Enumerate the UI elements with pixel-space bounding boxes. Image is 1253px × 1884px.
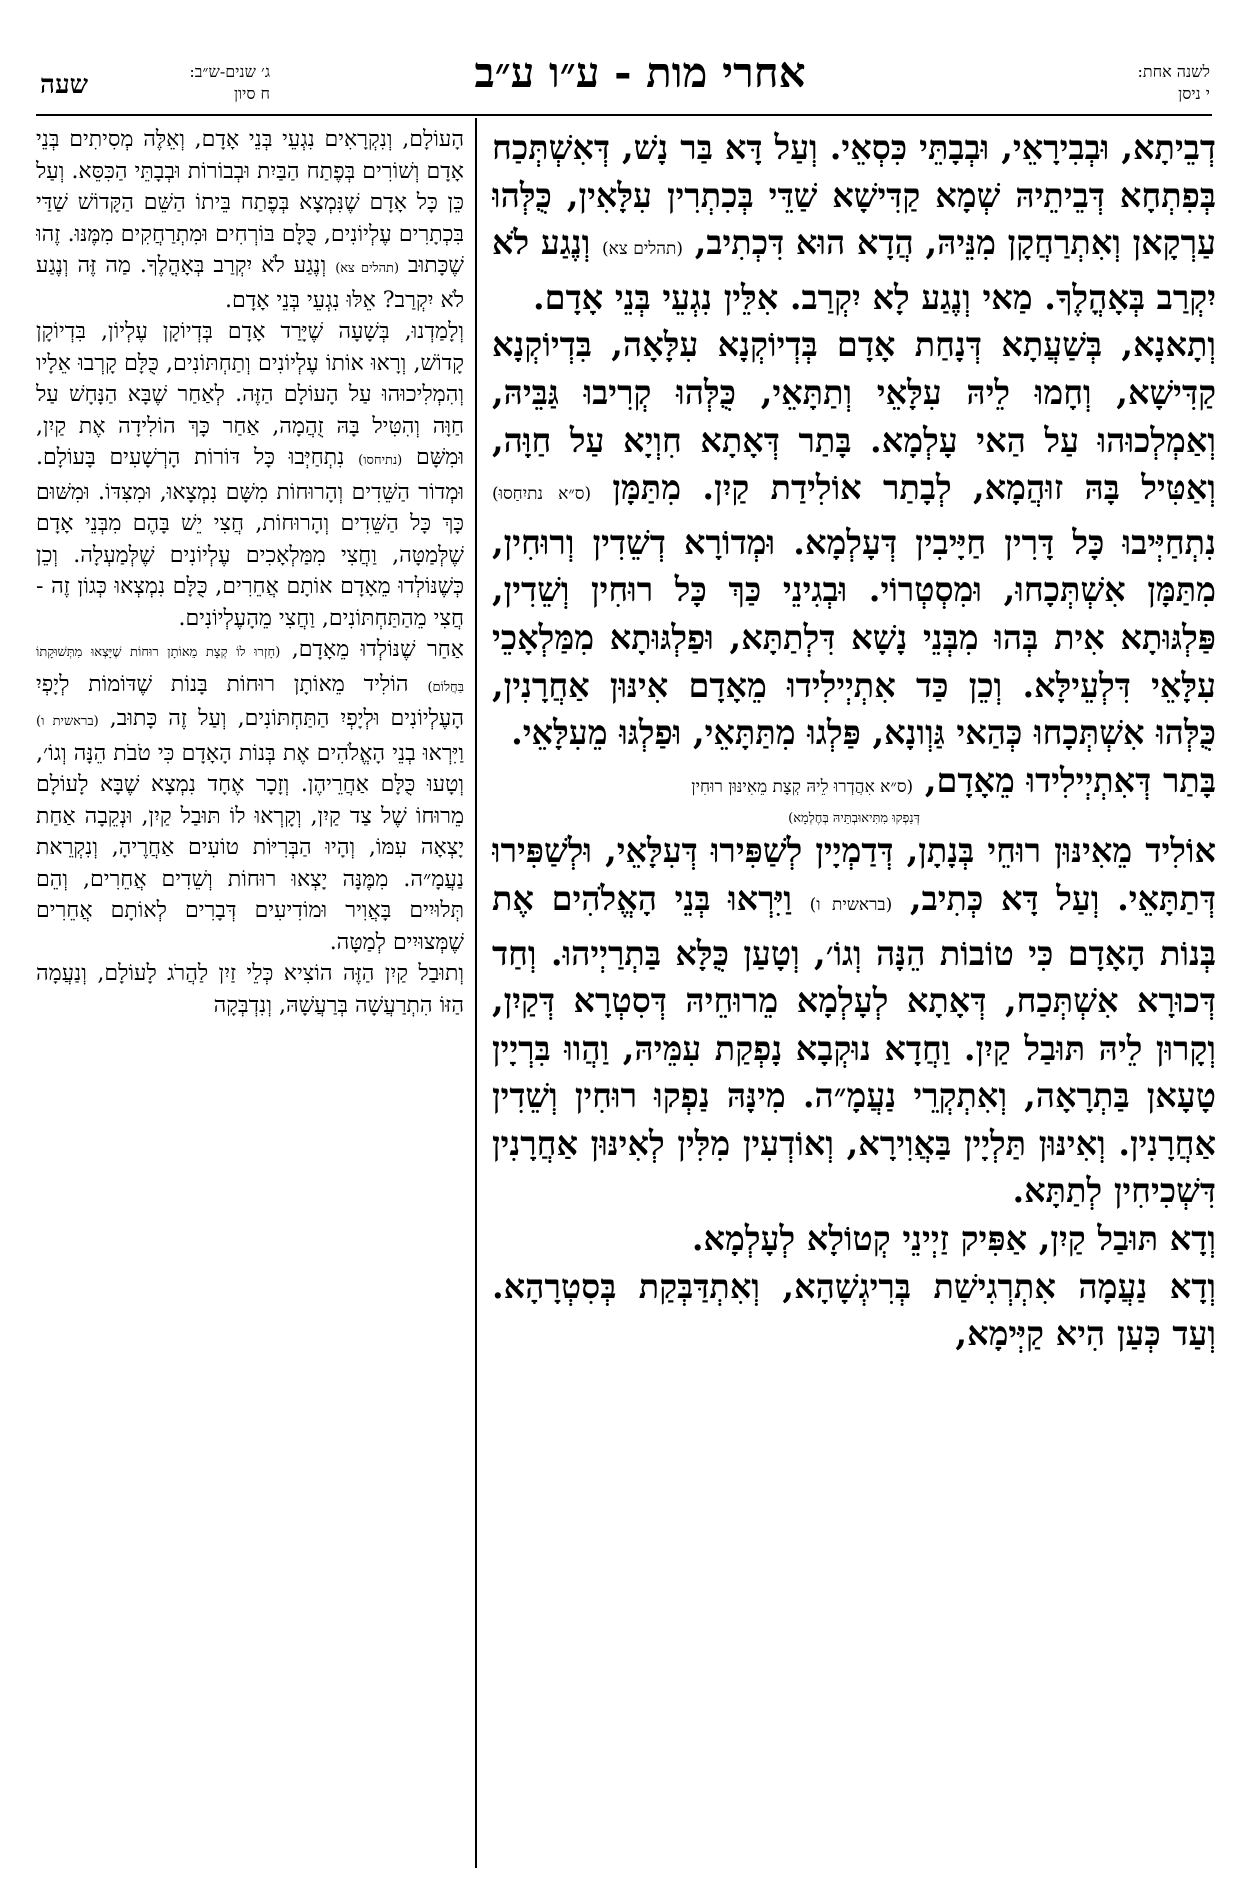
side-text: וַיִּרְאוּ בְנֵי הָאֱלֹהִים אֶת בְּנוֹת הָאָדָם כִּי טֹבֹת הֵנָּה וְגוֹ׳, וְטָעוּ כֻּלָּם אַחֲרֵיהֶן. וְזָכָר אֶחָד נִמְצָא שֶׁבָּא לָעוֹלָם מֵרוּחוֹ שֶׁל צַד קַיִן, וְקָרְאוּ לוֹ תּוּבַל קַיִן, וּנְקֵבָה אַחַת יָצְאָה עִמּוֹ, וְהָיוּ הַבְּרִיּוֹת טוֹעִים אַחֲרֶיהָ, וְנִקְרֵאת נַעֲמָ״ה. מִמֶּנָּה יָצְאוּ רוּחוֹת וְשֵׁדִים אֲחֵרִים, וְהֵם תְּלוּיִים בָּאֲוִיר וּמוֹדִיעִים דְּבָרִים לְאוֹתָם אֲחֵרִים שֶׁמְּצוּיִים לְמַטָּה. bbox=[36, 740, 464, 955]
side-paragraph bbox=[36, 316, 464, 634]
source-ref: (תהלים צא) bbox=[602, 239, 684, 260]
side-paragraph bbox=[36, 634, 464, 958]
side-paragraph bbox=[36, 124, 464, 316]
main-text: נִתְחַיְּיבוּ כָּל דָּרִין חַיָּיבִין דְּעָלְמָא. וּמְדוֹרָא דְשֵׁדִין וְרוּחִין, מִתַּמָּן אִשְׁתְּכָחוּ, וּמִסְטְרוֹי. וּבְגִינֵי כַּךְ כָּל רוּחִין וְשֵׁדִין, פַּלְגּוּתָא אִית בְּהוּ מִבְּנֵי נָשָׁא דִּלְתַתָּא, וּפַלְגּוּתָא מִמַּלְאָכֵי עִלָּאֵי דִּלְעֵילָּא. וְכֵן כַּד אִתְיְילִידוּ מֵאָדָם אִינּוּן אַחֲרָנִין, כֻּלְּהוּ אִשְׁתְּכָחוּ כְּהַאי גַּוְונָא, פַּלְגוּ מִתַּתָּאֵי, וּפַלְגּוּ מֵעִלָּאֵי. bbox=[492, 522, 1216, 753]
source-ref: (חָזְרוּ לוֹ קְצָת מֵאוֹתָן רוּחוֹת שֶׁיָּצְאוּ מִתְּשׁוּקָתוֹ בַּחֲלוֹם) bbox=[36, 645, 464, 695]
main-text: וְנֶגַע לֹא יִקְרַב בְּאָהֳלֶךָ. מַאי וְנֶגַע לָא יִקְרַב. אִלֵּין נִגְעֵי בְּנֵי אָדָם. bbox=[492, 223, 1216, 317]
inline-note: דְּנַפְקוּ מִתִּיאוּבְתֵּיהּ בְּחֶלְמָא) bbox=[788, 811, 920, 827]
header-left-line2: ח סיון bbox=[233, 84, 270, 103]
main-text: וְתָאנָא, בְּשַׁעֲתָא דְּנָחַת אָדָם בְּדְיוֹקְנָא עִלָּאָה, בִּדְיוֹקְנָא קַדִּישָׁא, וְחָמוּ לֵיהּ עִלָּאֵי וְתַתָּאֵי, כֻּלְּהוּ קְרִיבוּ גַּבֵּיהּ, וְאַמְלְכוּהוּ עַל הַאי עָלְמָא. בָּתַר דְּאָתָא חִוְיָא עַל חַוָּה, וְאַטִּיל בָּהּ זוּהֲמָא, לְבָתַר אוֹלִידַת קַיִן. מִתַּמָּן bbox=[492, 325, 1216, 508]
side-text: וְתוּבַל קַיִן הַזֶּה הוֹצִיא כְּלֵי זַיִן לַהֲרֹג לָעוֹלָם, וְנַעֲמָה הַזּוֹ הִתְרַעֲשָׁה בְּרַעֲשָׁהּ, וְנִדְבְּקָה bbox=[36, 961, 464, 1018]
main-text: בָּתַר דְּאִתְיְילִידוּ מֵאָדָם, bbox=[924, 760, 1216, 800]
source-ref: (תהלים צא) bbox=[335, 261, 400, 276]
header-right-line2: י ניסן bbox=[1178, 84, 1210, 103]
main-paragraph bbox=[492, 321, 1216, 756]
header-right-line1: לשנה אחת: bbox=[1137, 62, 1210, 81]
main-text: אוֹלִיד מֵאִינּוּן רוּחֵי בְּנָתָן, דְּדַמְיָין לְשַׁפִּירוּ דְּעִלָּאֵי, וּלְשַׁפִּירוּ דְּתַתָּאֵי. וְעַל דָּא כְּתִיב, bbox=[492, 831, 1216, 918]
main-text: וְדָא תּוּבַל קַיִן, אַפִּיק זַיְינֵי קְטוֹלָא לְעָלְמָא. bbox=[691, 1219, 1216, 1259]
main-paragraph bbox=[492, 124, 1216, 321]
side-text: נִתְחַיְּבוּ כָּל דּוֹרוֹת הָרְשָׁעִים בָּעוֹלָם. וּמְדוֹר הַשֵּׁדִים וְהָרוּחוֹת מִשָּׁם נִמְצָאוּ, וּמִצִּדּוֹ. וּמִשּׁוּם כָּךְ כָּל הַשֵּׁדִים וְהָרוּחוֹת, חֲצִי יֵשׁ בָּהֶם מִבְּנֵי אָדָם שֶׁלְּמַטָּה, וַחֲצִי מִמַּלְאָכִים עֶלְיוֹנִים שֶׁלְּמַעְלָה. וְכֵן כְּשֶׁנּוֹלְדוּ מֵאָדָם אוֹתָם אֲחֵרִים, כֻּלָּם נִמְצְאוּ כְּגוֹן זֶה - חֲצִי מֵהַתַּחְתּוֹנִים, וַחֲצִי מֵהָעֶלְיוֹנִים. bbox=[36, 445, 464, 631]
main-column bbox=[492, 124, 1216, 1876]
source-ref: (בראשית ו) bbox=[809, 894, 893, 915]
side-paragraph bbox=[36, 958, 464, 1021]
source-ref: (נתיחסו) bbox=[358, 453, 403, 468]
side-text: וְלָמַדְנוּ, בְּשָׁעָה שֶׁיָּרַד אָדָם בְּדְיוֹקָן עֶלְיוֹן, בִּדְיוֹקָן קָדוֹשׁ, וְרָאוּ אוֹתוֹ עֶלְיוֹנִים וְתַחְתּוֹנִים, כֻּלָּם קָרְבוּ אֵלָיו וְהִמְלִיכוּהוּ עַל הָעוֹלָם הַזֶּה. לְאַחַר שֶׁבָּא הַנָּחָשׁ עַל חַוָּה וְהִטִּיל בָּהּ זֻהֲמָה, אַחַר כָּךְ הוֹלִידָה אֶת קַיִן, וּמִשָּׁם bbox=[36, 319, 464, 470]
header-left-big: שעה bbox=[40, 70, 89, 100]
main-paragraph bbox=[492, 1215, 1216, 1263]
main-paragraph bbox=[492, 1263, 1216, 1358]
main-text: וַיִּרְאוּ בְּנֵי הָאֱלֹהִים אֶת בְּנוֹת הָאָדָם כִּי טוֹבוֹת הֵנָּה וְגוֹ׳, וְטָעַן כֻּלָּא בַּתְרַיְיהוּ. וְחַד דְּכוּרָא אִשְׁתְּכַח, דְּאָתָא לְעָלְמָא מֵרוּחֵיהּ דְּסִטְרָא דְּקַיִן, וְקָרוּן לֵיהּ תּוּבַל קַיִן. וַחֲדָא נוּקְבָא נָפְקַת עִמֵּיהּ, וַהֲווּ בִּרְיָין טָעָאן בַּתְרָאָה, וְאִתְקְרֵי נַעֲמָ״ה. מִינָּהּ נַפְקוּ רוּחִין וְשֵׁדִין אַחֲרָנִין. וְאִינּוּן תַּלְיָין בַּאֲוִירָא, וְאוֹדְעִין מִלִּין לְאִינּוּן אַחֲרָנִין דִּשְׁכִיחִין לְתַתָּא. bbox=[492, 878, 1216, 1211]
side-text: וְנֶגַע לֹא יִקְרַב בְּאָהֳלֶךָ. מַה זֶּה וְנֶגַע לֹא יִקְרַב? אֵלּוּ נִגְעֵי בְּנֵי אָדָם. bbox=[36, 253, 464, 313]
main-text: דְבֵיתָא, וּבְבִירָאֵי, וּבְבָתֵּי כִּסְאֵי. וְעַל דָּא בַּר נָשׁ, דְּאִשְׁתְּכַח בְּפִתְחָא דְּבֵיתֵיהּ שְׁמָא קַדִּישָׁא שַׁדֵּי בְּכִתְרִין עִלָּאִין, כֻּלְּהוּ עַרְקָאן וְאִתְרַחֲקָן מִנֵּיהּ, הֲדָא הוּא דִּכְתִיב, bbox=[492, 128, 1216, 263]
source-ref: (בראשית ו) bbox=[36, 714, 99, 729]
main-paragraph bbox=[492, 757, 1216, 1215]
source-ref: (ס״א נתיִחַסוּ) bbox=[492, 484, 592, 505]
source-ref: (ס״א אִהֲדְרוּ לֵיהּ קְצָת מֵאִינּוּן רוּחִין bbox=[691, 776, 914, 797]
side-text: אַחַר שֶׁנּוֹלְדוּ מֵאָדָם, bbox=[291, 637, 464, 662]
header-rule bbox=[36, 114, 1212, 116]
header-left-line1: ג׳ שנים-ש״ב: bbox=[189, 62, 270, 81]
side-text: הָעוֹלָם, וְנִקְרָאִים נִגְעֵי בְּנֵי אָדָם, וְאֵלֶּה מְסִיתִים בְּנֵי אָדָם וְשׁוֹרִים בְּפֶתַח הַבַּיִת וּבְבוֹרוֹת וּבְבָתֵּי הַכִּסֵּא. וְעַל כֵּן כָּל אָדָם שֶׁנִּמְצָא בְּפֶתַח בֵּיתוֹ הַשֵּׁם הַקָּדוֹשׁ שַׁדַּי בִּכְתָרִים עֶלְיוֹנִים, כֻּלָּם בּוֹרְחִים וּמִתְרַחֲקִים מִמֶּנּוּ. זֶהוּ שֶׁכָּתוּב bbox=[36, 127, 464, 278]
page-title: אחרי מות - ע״ו ע״ב bbox=[474, 48, 806, 97]
header-right bbox=[900, 56, 1210, 116]
side-text: הוֹלִיד מֵאוֹתָן רוּחוֹת בָּנוֹת שֶׁדּוֹמוֹת לְיָפְיִ הָעֶלְיוֹנִים וּלְיָפְיִ הַתַּחְתּוֹנִים, וְעַל זֶה כָּתוּב, bbox=[36, 671, 464, 731]
column-divider bbox=[475, 118, 477, 1868]
translation-column bbox=[36, 124, 464, 1876]
main-text: וְדָא נַעֲמָה אִתְרְגִישַׁת בְּרִיגְשָׁהָא, וְאִתְדַּבְּקַת בְּסִטְרָהָא. וְעַד כְּעַן הִיא קַיְּימָא, bbox=[492, 1266, 1216, 1354]
header-left bbox=[40, 56, 360, 116]
